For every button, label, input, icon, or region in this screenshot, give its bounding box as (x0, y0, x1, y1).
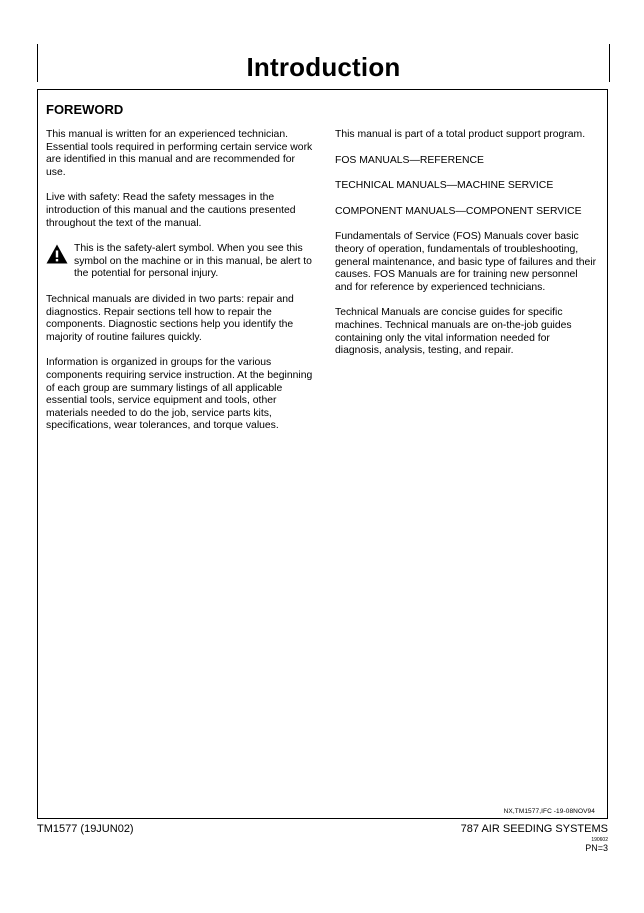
header-band (37, 44, 610, 82)
footer-manual-id: TM1577 (19JUN02) (37, 823, 134, 835)
paragraph: This manual is part of a total product support program. (335, 129, 586, 140)
paragraph: Information is organized in groups for the various components requiring service instruction. At the beginning of each group are summary listings of all applicable essential tools, service equipment and tools, other materials needed to do the job, service parts kits, specifications, wear tolerances, and torque values. (46, 357, 313, 432)
manual-type-line: COMPONENT MANUALS—COMPONENT SERVICE (335, 205, 582, 217)
paragraph: Live with safety: Read the safety messages in the introduction of this manual and the cautions presented throughout the text of the manual. (46, 192, 296, 229)
section-title: FOREWORD (46, 102, 124, 117)
paragraph: Fundamentals of Service (FOS) Manuals cover basic theory of operation, fundamentals of troubleshooting, general maintenance, and basic type of failures and their causes. FOS Manuals are for training new personnel and for reference by experienced technicians. (335, 231, 597, 293)
footer-page-number: PN=3 (585, 843, 608, 853)
paragraph: This manual is written for an experienced technician. Essential tools required in performing certain service work are identified in this manual and are recommended for use. (46, 129, 313, 178)
paragraph: Technical Manuals are concise guides for specific machines. Technical manuals are on-the-job guides containing only the vital information needed for diagnosis, analysis, testing, and repair. (335, 307, 572, 357)
left-column (46, 129, 314, 446)
page-title: Introduction (246, 52, 401, 82)
footer-code: 190602 (591, 837, 608, 843)
frame-code: NX,TM1577,IFC -19-08NOV94 (503, 808, 595, 815)
manual-type-line: FOS MANUALS—REFERENCE (335, 154, 484, 166)
foreword-frame (37, 89, 608, 819)
footer-product: 787 AIR SEEDING SYSTEMS (460, 823, 608, 835)
paragraph: Technical manuals are divided in two parts: repair and diagnostics. Repair sections tell how to repair the components. Diagnostic sections help you identify the majority of routine failures quickly. (46, 293, 294, 343)
right-column (335, 129, 597, 371)
warning-triangle-icon (46, 244, 68, 264)
safety-alert-block (46, 243, 314, 281)
manual-type-line: TECHNICAL MANUALS—MACHINE SERVICE (335, 180, 554, 192)
safety-alert-text: This is the safety-alert symbol. When you see this symbol on the machine or in this manual, be alert to the potential for personal injury. (74, 243, 312, 280)
